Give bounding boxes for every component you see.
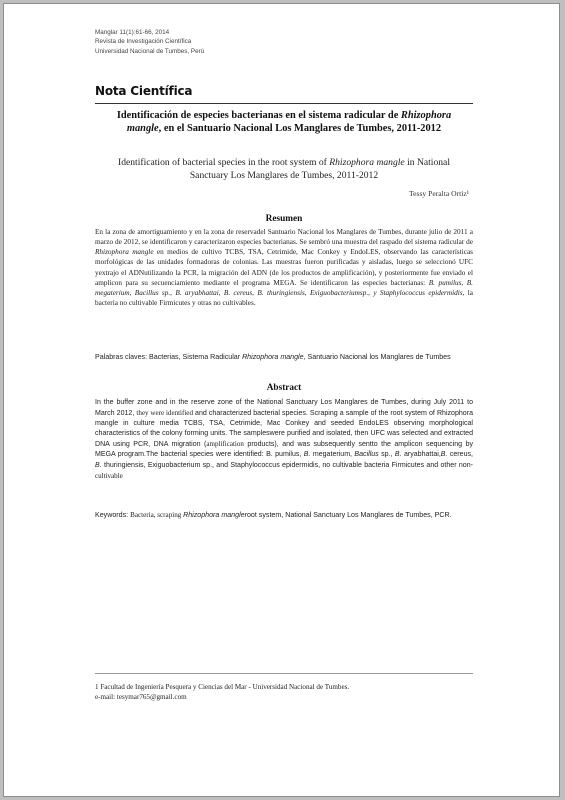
footnote-email: e-mail: tesymar765@gmail.com	[95, 693, 187, 702]
title-spanish: Identificación de especies bacterianas en el sistema radicular de Rhizophora mangle, en el Santuario Nacional Los Manglares de Tumbes, 2011-2012	[116, 110, 452, 135]
author-name: Tessy Peralta Ortiz¹	[409, 189, 469, 198]
abstract-body: In the buffer zone and in the reserve zone of the National Sanctuary Los Manglares de Tumbes, during July 2011 to March 2012, they were identified and characterized bacterial species. Scraping a sample of the root system of Rhizophora mangle in culture media TCBS, TSA, Cetrimide, Mac Conkey and seeded EndoLES observing morphological characteristics of the colony forming units. The sampleswere purified and isolated, then UFC was selected and extracted DNA using PCR, DNA migration (amplification products), and was subsequently sentto the amplicon sequencing by MEGA program.The bacterial species were identified: B. pumilus, B. megaterium, Bacillus sp., B. aryabhattai,B. cereus, B. thuringiensis, Exiguobacterium sp., and Staphylococcus epidermidis, no cultivable bacteria Firmicutes and other non-cultivable	[95, 399, 474, 480]
section-divider	[95, 103, 473, 104]
section-label: Nota Científica	[95, 84, 193, 98]
resumen-heading: Resumen	[265, 214, 303, 224]
keywords-english: Keywords: Bacteria, scraping Rhizophora mangleroot system, National Sanctuary Los Manglares de Tumbes, PCR.	[95, 511, 452, 519]
palabras-claves: Palabras claves: Bacterias, Sistema Radicular Rhizophora mangle, Santuario Nacional los Manglares de Tumbes	[95, 353, 451, 361]
footnote-affiliation: 1 Facultad de Ingeniería Pesquera y Ciencias del Mar - Universidad Nacional de Tumbes.	[95, 683, 350, 691]
resumen-body: En la zona de amortiguamiento y en la zona de reservadel Santuario Nacional los Manglares de Tumbes, durante julio de 2011 a marzo de 2012, se identificaron y caracterizaron especies bacterianas. Se sembró una muestra del raspado del sistema radicular de Rhizophora mangle en medios de cultivo TCBS, TSA, Cetrimide, Mac Conkey y EndoLES, observando las características morfológicas de las unidades formadoras de colonias. Las muestras fueron purificadas y aisladas, luego se seleccionó UFC yextrajo el ADNutilizando la PCR, la migración del ADN (de los productos de amplificación), y posteriormente fue enviado el amplicon para su secuenciamiento mediante el programa MEGA. Se identificaron las especies bacterianas: B. pumilus, B. megaterium, Bacillus sp., B. aryabhattai, B. cereus, B. thuringiensis, Exiguobacteriumsp., y Staphylococcus epidermidis, la bacteria no cultivable Firmicutes y otras no cultivables.	[95, 228, 473, 308]
journal-institution: Universidad Nacional de Tumbes, Perú	[95, 47, 205, 55]
journal-name: Revista de Investigación Científica	[95, 38, 192, 46]
journal-header	[95, 28, 204, 56]
abstract-heading: Abstract	[266, 383, 302, 393]
journal-citation: Manglar 11(1):61-66, 2014	[95, 29, 170, 36]
document-page	[3, 3, 560, 797]
title-english: Identification of bacterial species in the root system of Rhizophora mangle in National Sanctuary Los Manglares de Tumbes, 2011-2012	[118, 157, 450, 181]
footnote	[95, 682, 349, 702]
footnote-divider	[95, 673, 473, 674]
